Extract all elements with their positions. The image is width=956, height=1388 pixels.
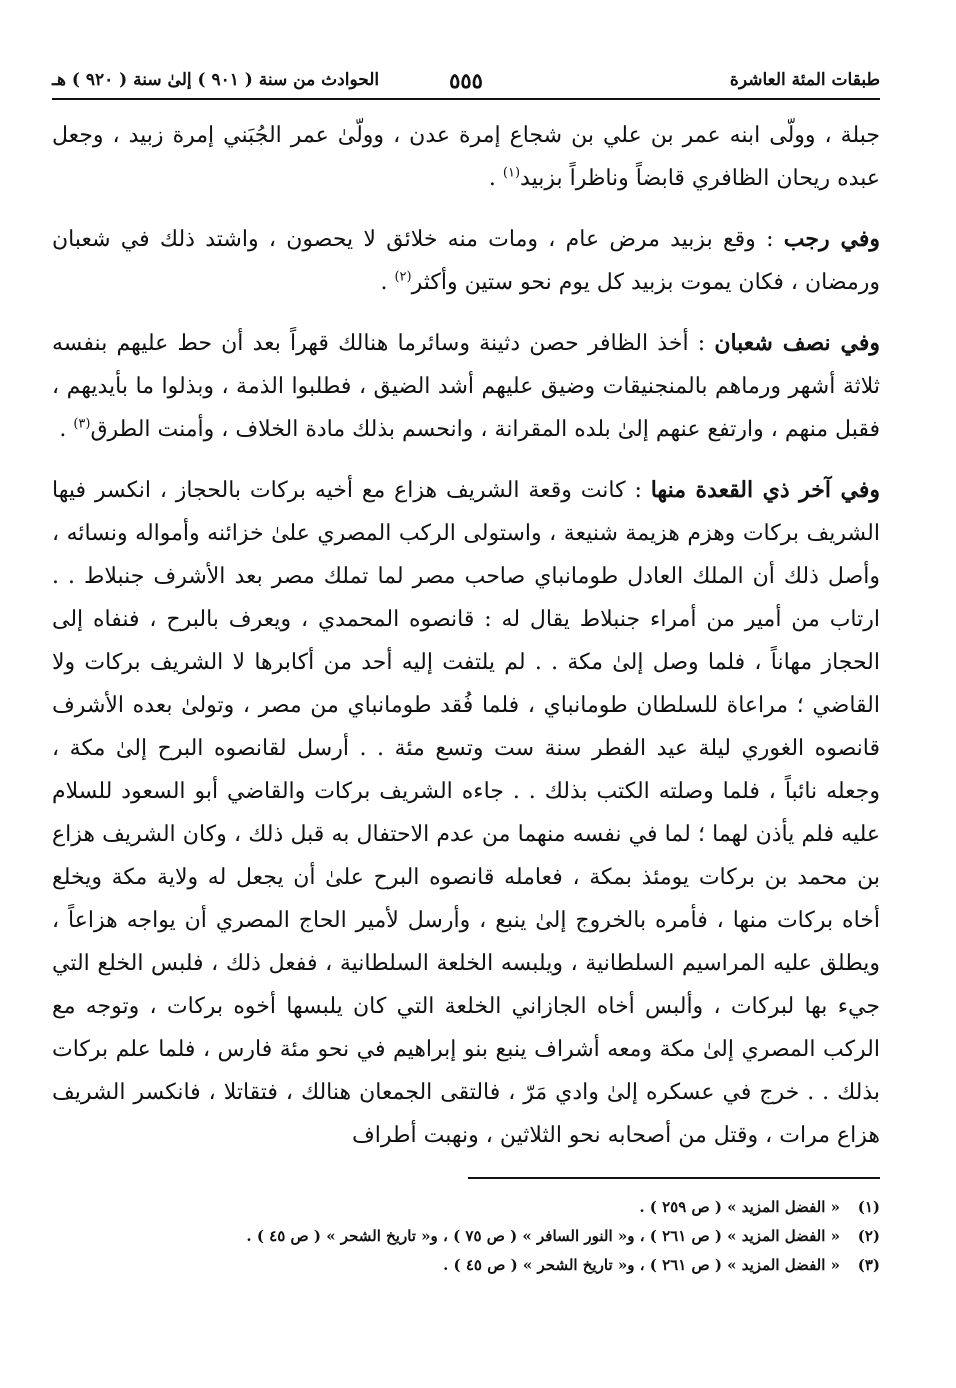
paragraph-end: . xyxy=(59,417,74,442)
paragraph-end: . xyxy=(488,166,503,191)
footnote-number: (٣) xyxy=(857,1256,880,1274)
paragraph-body: : كانت وقعة الشريف هزاع مع أخيه بركات بالحجاز ، انكسر فيها الشريف بركات وهزم هزيمة شنيعة ، واستولى الركب المصري علىٰ خزائنه وأمواله ونسائه ، وأصل ذلك أن الملك العادل طومانباي صاحب مصر لما تملك مصر بعد الأشرف جنبلاط . . ارتاب من أمير من أمراء جنبلاط يقال له : قانصوه المحمدي ، ويعرف بالبرح ، فنفاه إلى الحجاز مهاناً ، فلما وصل إلىٰ مكة . . لم يلتفت إليه أحد من أكابرها لا الشريف بركات ولا القاضي ؛ مراعاة للسلطان طومانباي ، فلما فُقد طومانباي من مصر ، وتولىٰ بعده الأشرف قانصوه الغوري ليلة عيد الفطر سنة ست وتسع مئة . . أرسل لقانصوه البرح إلىٰ مكة ، وجعله نائباً ، فلما وصلته الكتب بذلك . . جاءه الشريف بركات والقاضي أبو السعود للسلام عليه فلم يأذن لهما ؛ لما في نفسه منهما من عدم الاحتفال به قبل ذلك ، وكان الشريف هزاع بن محمد بن بركات يومئذ بمكة ، فعامله قانصوه البرح علىٰ أن يجعل له ولاية مكة ويخلع أخاه بركات منها ، فأمره بالخروج إلىٰ ينبع ، وأرسل لأمير الحاج المصري أن يواجه هزاعاً ، ويطلق عليه المراسيم السلطانية ، ويلبسه الخلعة السلطانية ، ففعل ذلك ، فلبس الخلع التي جيء بها لبركات ، وألبس أخاه الجازاني الخلعة التي كان يلبسها أخوه بركات ، وتوجه مع الركب المصري إلىٰ مكة ومعه أشراف ينبع بنو إبراهيم في نحو مئة فارس ، فلما علم بركات بذلك . . خرج في عسكره إلىٰ وادي مَرّ ، فالتقى الجمعان هنالك ، فتقاتلا ، فانكسر الشريف هزاع مرات ، وقتل من أصحابه نحو الثلاثين ، ونهبت أطراف xyxy=(52,478,880,1148)
paragraph-body: : وقع بزبيد مرض عام ، ومات منه خلائق لا يحصون ، واشتد ذلك في شعبان ورمضان ، فكان يموت بزبيد كل يوم نحو ستين وأكثر xyxy=(52,227,880,295)
footnote-divider xyxy=(468,1177,880,1179)
paragraph-2 xyxy=(52,218,880,304)
footnote-number: (٢) xyxy=(857,1227,880,1245)
footnote-1 xyxy=(52,1193,880,1222)
footnote-text: « الفضل المزيد » ( ص ٢٥٩ ) . xyxy=(639,1198,840,1216)
book-page xyxy=(52,62,880,1280)
footnote-marker: (١) xyxy=(502,165,521,181)
paragraph-4 xyxy=(52,469,880,1157)
paragraph-lead: وفي آخر ذي القعدة منها xyxy=(650,477,880,503)
footnotes xyxy=(52,1193,880,1280)
footnote-2 xyxy=(52,1222,880,1251)
footnote-text: « الفضل المزيد » ( ص ٢٦١ ) ، و« تاريخ الشحر » ( ص ٤٥ ) . xyxy=(443,1256,840,1274)
paragraph-end: . xyxy=(380,270,395,295)
running-header xyxy=(52,62,880,100)
paragraph-lead: وفي نصف شعبان xyxy=(714,330,880,356)
paragraph-3 xyxy=(52,322,880,451)
footnote-marker: (٢) xyxy=(394,269,412,285)
footnote-text: « الفضل المزيد » ( ص ٢٦١ ) ، و« النور السافر » ( ص ٧٥ ) ، و« تاريخ الشحر » ( ص ٤٥ ) . xyxy=(246,1227,840,1245)
footnote-3 xyxy=(52,1251,880,1280)
footnote-number: (١) xyxy=(857,1198,880,1216)
page-number: ٥٥٥ xyxy=(449,68,483,93)
chapter-title: الحوادث من سنة ( ٩٠١ ) إلىٰ سنة ( ٩٢٠ ) هـ xyxy=(52,70,380,90)
paragraph-body: جبلة ، وولّى ابنه عمر بن علي بن شجاع إمرة عدن ، وولّىٰ عمر الجُبَني إمرة زبيد ، وجعل عبده ريحان الظافري قابضاً وناظراً بزبيد xyxy=(52,123,880,191)
paragraph-lead: وفي رجب xyxy=(783,226,881,252)
book-section-title: طبقات المئة العاشرة xyxy=(729,70,880,90)
paragraph-1 xyxy=(52,114,880,200)
main-text xyxy=(52,114,880,1157)
paragraph-body: : أخذ الظافر حصن دثينة وسائرما هنالك قهراً بعد أن حط عليهم بنفسه ثلاثة أشهر ورماهم بالمنجنيقات وضيق عليهم أشد الضيق ، فطلبوا الذمة ، وبذلوا ما بأيديهم ، فقبل منهم ، وارتفع عنهم إلىٰ بلده المقرانة ، وانحسم بذلك مادة الخلاف ، وأمنت الطرق xyxy=(52,331,880,442)
footnote-marker: (٣) xyxy=(73,416,91,432)
